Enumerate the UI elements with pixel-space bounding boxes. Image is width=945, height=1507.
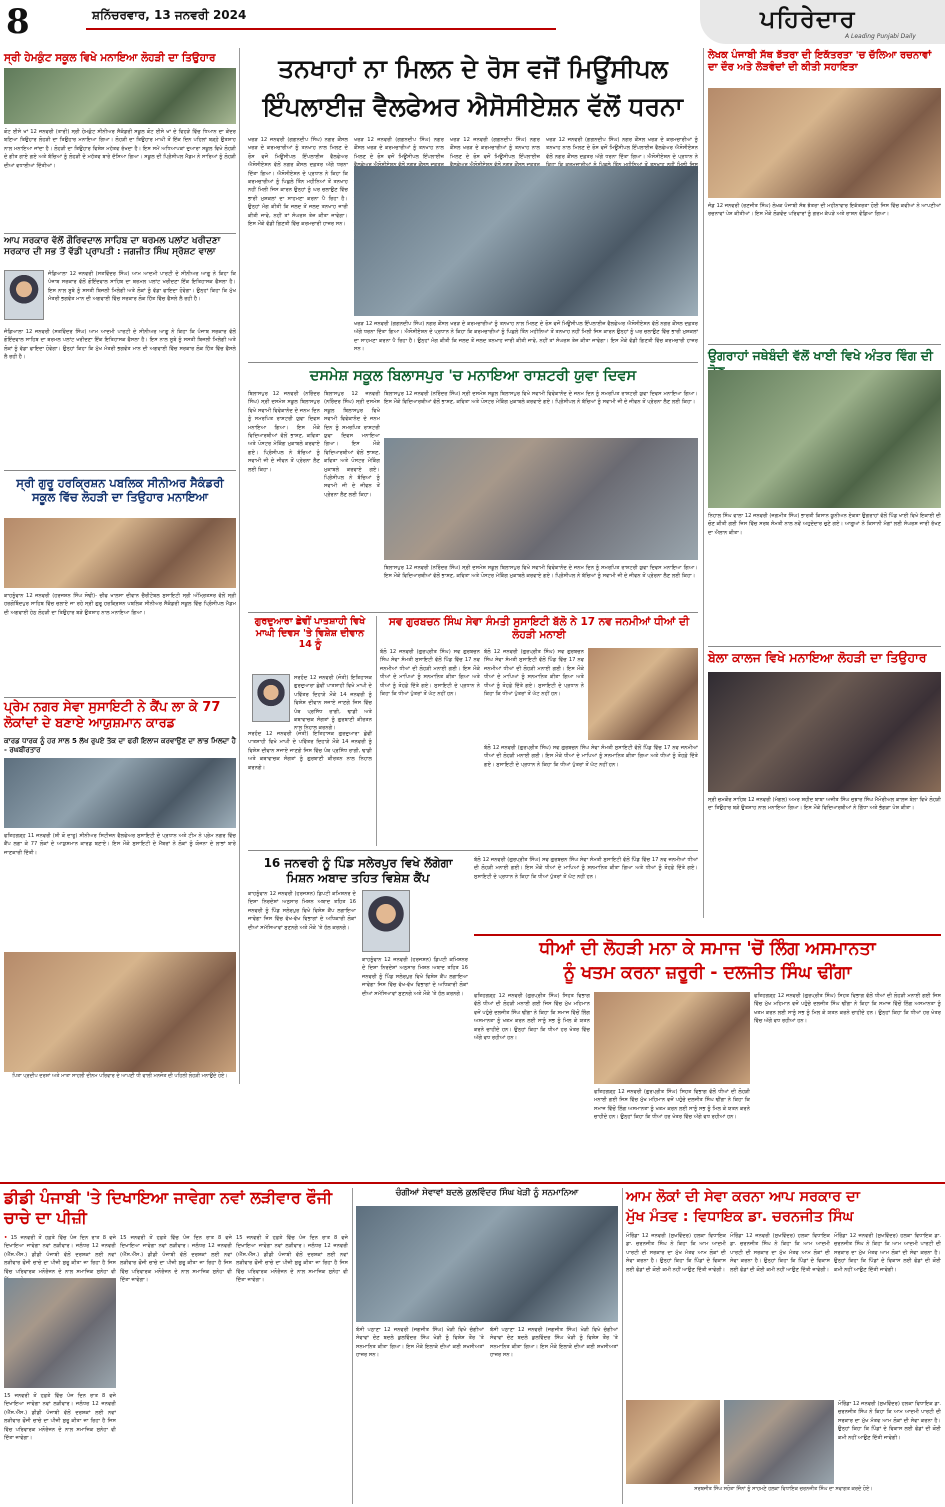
article-mla-col2: ਮੋਰਿੰਡਾ 12 ਜਨਵਰੀ (ਸੁਖਵਿੰਦਰ) ਹਲਕਾ ਵਿਧਾਇਕ ਡਾ. ਚਰਨਜੀਤ ਸਿੰਘ ਨੇ ਕਿਹਾ ਕਿ ਆਮ ਆਦਮੀ ਪਾਰਟੀ ਦੀ ਸਰਕਾਰ ਦਾ ਮੁੱਖ ਮੰਤਵ ਆਮ ਲੋਕਾਂ ਦੀ ਸੇਵਾ ਕਰਨਾ ਹੈ। ਉਨ੍ਹਾਂ ਕਿਹਾ ਕਿ ਪਿੰਡਾਂ ਦੇ ਵਿਕਾਸ ਲਈ ਫੰਡਾਂ ਦੀ ਕੋਈ ਕਮੀ ਨਹੀਂ ਆਉਣ ਦਿੱਤੀ ਜਾਵੇਗੀ। <box>730 1233 830 1273</box>
column-divider <box>703 48 704 918</box>
article-writers: ਜੰਡ 12 ਜਨਵਰੀ (ਰਣਜੀਤ ਸਿੰਘ) ਲੇਖਕ ਪੰਜਾਬੀ ਸੱਥ ਝੱਤਰਾ ਦੀ ਮਹੀਨਾਵਾਰ ਇਕੱਤਰਤਾ ਹੋਈ ਜਿਸ ਵਿੱਚ ਕਵੀਆਂ ਨੇ ਆਪਣੀਆਂ ਰਚਨਾਵਾਂ ਪੇਸ਼ ਕੀਤੀਆਂ। ਇਸ ਮੌਕੇ ਲੋੜਵੰਦ ਪਰਿਵਾਰਾਂ ਨੂੰ ਗਰਮ ਕੱਪੜੇ ਅਤੇ ਰਾਸ਼ਨ ਵੰਡਿਆ ਗਿਆ। <box>708 203 941 218</box>
article-dd-col3: 15 ਜਨਵਰੀ ਤੋਂ ਹਫ਼ਤੇ ਵਿੱਚ ਪੰਜ ਦਿਨ ਰਾਤ 8 ਵਜੇ ਦਿਖਾਇਆ ਜਾਵੇਗਾ ਨਵਾਂ ਲੜੀਵਾਰ। ਜਲੰਧਰ 12 ਜਨਵਰੀ (ਐੱਸ.ਐੱਸ.) ਡੀਡੀ ਪੰਜਾਬੀ ਵੱਲੋਂ ਦਰਸ਼ਕਾਂ ਲਈ ਨਵਾਂ ਲੜੀਵਾਰ ਫੌਜੀ ਚਾਚੇ ਦਾ ਪੀਜ਼ੀ ਸ਼ੁਰੂ ਕੀਤਾ ਜਾ ਰਿਹਾ ਹੈ ਜਿਸ ਵਿੱਚ ਪਰਿਵਾਰਕ ਮਨੋਰੰਜਨ ਦੇ ਨਾਲ ਸਮਾਜਿਕ ਸੁਨੇਹਾ ਵੀ ਦਿੱਤਾ ਜਾਵੇਗਾ। <box>236 1235 348 1284</box>
logo-tagline: A Leading Punjabi Daily <box>845 33 916 40</box>
photo-hemkunt <box>4 68 236 124</box>
newspaper-logo: ਪਹਿਰੇਦਾਰ <box>760 4 856 33</box>
article-mla-col4: ਮੋਰਿੰਡਾ 12 ਜਨਵਰੀ (ਸੁਖਵਿੰਦਰ) ਹਲਕਾ ਵਿਧਾਇਕ ਡਾ. ਚਰਨਜੀਤ ਸਿੰਘ ਨੇ ਕਿਹਾ ਕਿ ਆਮ ਆਦਮੀ ਪਾਰਟੀ ਦੀ ਸਰਕਾਰ ਦਾ ਮੁੱਖ ਮੰਤਵ ਆਮ ਲੋਕਾਂ ਦੀ ਸੇਵਾ ਕਰਨਾ ਹੈ। ਉਨ੍ਹਾਂ ਕਿਹਾ ਕਿ ਪਿੰਡਾਂ ਦੇ ਵਿਕਾਸ ਲਈ ਫੰਡਾਂ ਦੀ ਕੋਈ ਕਮੀ ਨਹੀਂ ਆਉਣ ਦਿੱਤੀ ਜਾਵੇਗੀ। <box>838 1401 941 1441</box>
portrait-camp-official <box>362 890 410 952</box>
article-honor-col2: ਬੱਸੀ ਪਠਾਣਾ 12 ਜਨਵਰੀ (ਜਗਜੀਤ ਸਿੰਘ) ਖੇੜੀ ਵਿਖੇ ਚੰਗੀਆਂ ਸੇਵਾਵਾਂ ਦੇਣ ਬਦਲੇ ਕੁਲਵਿੰਦਰ ਸਿੰਘ ਖੇੜੀ ਨੂੰ ਵਿਸ਼ੇਸ਼ ਤੌਰ 'ਤੇ ਸਨਮਾਨਿਤ ਕੀਤਾ ਗਿਆ। ਇਸ ਮੌਕੇ ਇਲਾਕੇ ਦੀਆਂ ਕਈ ਸ਼ਖਸੀਅਤਾਂ ਹਾਜ਼ਰ ਸਨ। <box>490 1327 618 1359</box>
column-divider <box>239 48 240 1084</box>
article-honor: ਬੱਸੀ ਪਠਾਣਾ 12 ਜਨਵਰੀ (ਜਗਜੀਤ ਸਿੰਘ) ਖੇੜੀ ਵਿਖੇ ਚੰਗੀਆਂ ਸੇਵਾਵਾਂ ਦੇਣ ਬਦਲੇ ਕੁਲਵਿੰਦਰ ਸਿੰਘ ਖੇੜੀ ਨੂੰ ਵਿਸ਼ੇਸ਼ ਤੌਰ 'ਤੇ ਸਨਮਾਨਿਤ ਕੀਤਾ ਗਿਆ। ਇਸ ਮੌਕੇ ਇਲਾਕੇ ਦੀਆਂ ਕਈ ਸ਼ਖਸੀਅਤਾਂ ਹਾਜ਼ਰ ਸਨ। <box>356 1327 484 1359</box>
headline-camp: 16 ਜਨਵਰੀ ਨੂੰ ਪਿੰਡ ਸਲੇਰਪੁਰ ਵਿਖੇ ਲੱਗੇਗਾ ਮਿਸ਼ਨ ਅਬਾਦ ਤਹਿਤ ਵਿਸ਼ੇਸ਼ ਕੈਂਪ <box>263 856 453 885</box>
photo-ayushman <box>4 758 236 828</box>
article-daughters-lohri-col3: ਬੱਲੋ 12 ਜਨਵਰੀ (ਗੁਰਪ੍ਰੀਤ ਸਿੰਘ) ਸਵ ਗੁਰਬਚਨ ਸਿੰਘ ਸੇਵਾ ਸੰਮਤੀ ਸੁਸਾਇਟੀ ਵੱਲੋਂ ਪਿੰਡ ਵਿੱਚ 17 ਨਵ ਜਨਮੀਆਂ ਧੀਆਂ ਦੀ ਲੋਹੜੀ ਮਨਾਈ ਗਈ। ਇਸ ਮੌਕੇ ਧੀਆਂ ਦੇ ਮਾਪਿਆਂ ਨੂੰ ਸਨਮਾਨਿਤ ਕੀਤਾ ਗਿਆ ਅਤੇ ਧੀਆਂ ਨੂੰ ਤੋਹਫ਼ੇ ਦਿੱਤੇ ਗਏ। ਸੁਸਾਇਟੀ ਦੇ ਪ੍ਰਧਾਨ ਨੇ ਕਿਹਾ ਕਿ ਧੀਆਂ ਪੁੱਤਰਾਂ ਤੋਂ ਘੱਟ ਨਹੀਂ ਹਨ। <box>484 745 698 768</box>
headline-bela-college: ਬੇਲਾ ਕਾਲਜ ਵਿਖੇ ਮਨਾਇਆ ਲੋਹੜੀ ਦਾ ਤਿਉਹਾਰ <box>708 650 927 665</box>
headline-gender-1: ਧੀਆਂ ਦੀ ਲੋਹੜੀ ਮਨਾ ਕੇ ਸਮਾਜ 'ਚੋਂ ਲਿੰਗ ਅਸਮਾਨਤਾ <box>539 939 876 959</box>
divider <box>248 612 698 613</box>
article-dharna-bottom: ਖਰੜ 12 ਜਨਵਰੀ (ਗਗਨਦੀਪ ਸਿੰਘ) ਨਗਰ ਕੌਂਸਲ ਖਰੜ ਦੇ ਕਰਮਚਾਰੀਆਂ ਨੂੰ ਤਨਖਾਹ ਨਾਲ ਮਿਲਣ ਦੇ ਰੋਸ ਵਜੋਂ ਮਿਊਂਸੀਪਲ ਇੰਪਲਾਈਜ਼ ਵੈਲਫੇਅਰ ਐਸੋਸੀਏਸ਼ਨ ਵੱਲੋਂ ਨਗਰ ਕੌਂਸਲ ਦਫ਼ਤਰ ਅੱਗੇ ਧਰਨਾ ਦਿੱਤਾ ਗਿਆ। ਐਸੋਸੀਏਸ਼ਨ ਦੇ ਪ੍ਰਧਾਨ ਨੇ ਕਿਹਾ ਕਿ ਕਰਮਚਾਰੀਆਂ ਨੂੰ ਪਿਛਲੇ ਤਿੰਨ ਮਹੀਨਿਆਂ ਤੋਂ ਤਨਖਾਹ ਨਹੀਂ ਮਿਲੀ ਜਿਸ ਕਾਰਨ ਉਨ੍ਹਾਂ ਨੂੰ ਘਰ ਚਲਾਉਣ ਵਿੱਚ ਭਾਰੀ ਮੁਸ਼ਕਲਾਂ ਦਾ ਸਾਹਮਣਾ ਕਰਨਾ ਪੈ ਰਿਹਾ ਹੈ। ਉਨ੍ਹਾਂ ਮੰਗ ਕੀਤੀ ਕਿ ਜਲਦ ਤੋਂ ਜਲਦ ਤਨਖਾਹ ਜਾਰੀ ਕੀਤੀ ਜਾਵੇ, ਨਹੀਂ ਤਾਂ ਸੰਘਰਸ਼ ਤੇਜ਼ ਕੀਤਾ ਜਾਵੇਗਾ। ਇਸ ਮੌਕੇ ਵੱਡੀ ਗਿਣਤੀ ਵਿੱਚ ਕਰਮਚਾਰੀ ਹਾਜ਼ਰ ਸਨ। <box>354 321 698 353</box>
portrait-diwan <box>252 674 290 722</box>
headline-writers: ਲੇਖਕ ਪੰਜਾਬੀ ਸੱਥ ਝੱਤਰਾ ਦੀ ਇਕੱਤਰਤਾ 'ਚ ਚੱਲਿਆ ਰਚਨਾਵਾਂ ਦਾ ਦੌਰ ਅਤੇ ਲੋੜਵੰਦਾਂ ਦੀ ਕੀਤੀ ਸਹਾਇਤਾ <box>708 50 932 74</box>
article-ugrahan: ਨਿਹਾਲ ਸਿੰਘ ਵਾਲਾ 12 ਜਨਵਰੀ (ਜਗਮੀਤ ਸਿੰਘ) ਭਾਰਤੀ ਕਿਸਾਨ ਯੂਨੀਅਨ ਏਕਤਾ ਉਗਰਾਹਾਂ ਵੱਲੋਂ ਪਿੰਡ ਖਾਈ ਵਿਖੇ ਇਕਾਈ ਦੀ ਚੋਣ ਕੀਤੀ ਗਈ ਜਿਸ ਵਿੱਚ ਸਰਬ ਸੰਮਤੀ ਨਾਲ ਨਵੇਂ ਅਹੁਦੇਦਾਰ ਚੁਣੇ ਗਏ। ਆਗੂਆਂ ਨੇ ਕਿਸਾਨੀ ਮੰਗਾਂ ਲਈ ਸੰਘਰਸ਼ ਜਾਰੀ ਰੱਖਣ ਦਾ ਐਲਾਨ ਕੀਤਾ। <box>708 513 941 536</box>
headline-ayushman: ਪ੍ਰੇਮ ਨਗਰ ਸੇਵਾ ਸੁਸਾਇਟੀ ਨੇ ਕੈਂਪ ਲਾ ਕੇ 77 ਲੋਕਾਂਦਾਂ ਦੇ ਬਣਾਏ ਆਯੁਸ਼ਮਾਨ ਕਾਰਡ <box>4 700 221 731</box>
divider-red <box>0 1182 945 1184</box>
article-camp-col2: ਕਾਹਨੂੰਵਾਨ 12 ਜਨਵਰੀ (ਹਰਜਸ਼ਨ) ਡਿਪਟੀ ਕਮਿਸ਼ਨਰ ਦੇ ਦਿਸ਼ਾ ਨਿਰਦੇਸ਼ਾਂ ਅਨੁਸਾਰ ਮਿਸ਼ਨ ਅਬਾਦ ਤਹਿਤ 16 ਜਨਵਰੀ ਨੂੰ ਪਿੰਡ ਸਲੇਰਪੁਰ ਵਿਖੇ ਵਿਸ਼ੇਸ਼ ਕੈਂਪ ਲਗਾਇਆ ਜਾਵੇਗਾ ਜਿਸ ਵਿੱਚ ਵੱਖ-ਵੱਖ ਵਿਭਾਗਾਂ ਦੇ ਅਧਿਕਾਰੀ ਲੋਕਾਂ ਦੀਆਂ ਸਮੱਸਿਆਵਾਂ ਸੁਣਨਗੇ ਅਤੇ ਮੌਕੇ 'ਤੇ ਹੱਲ ਕਰਨਗੇ। <box>362 957 468 997</box>
article-youth-day-bottom: ਬਿਲਾਸਪੁਰ 12 ਜਨਵਰੀ (ਨਰਿੰਦਰ ਸਿੰਘ) ਸ੍ਰੀ ਦਸਮੇਸ਼ ਸਕੂਲ ਬਿਲਾਸਪੁਰ ਵਿਖੇ ਸਵਾਮੀ ਵਿਵੇਕਾਨੰਦ ਦੇ ਜਨਮ ਦਿਨ ਨੂੰ ਸਮਰਪਿਤ ਰਾਸ਼ਟਰੀ ਯੁਵਾ ਦਿਵਸ ਮਨਾਇਆ ਗਿਆ। ਇਸ ਮੌਕੇ ਵਿਦਿਆਰਥੀਆਂ ਵੱਲੋਂ ਭਾਸ਼ਣ, ਕਵਿਤਾ ਅਤੇ ਪੋਸਟਰ ਮੇਕਿੰਗ ਮੁਕਾਬਲੇ ਕਰਵਾਏ ਗਏ। ਪ੍ਰਿੰਸੀਪਲ ਨੇ ਬੱਚਿਆਂ ਨੂੰ ਸਵਾਮੀ ਜੀ ਦੇ ਜੀਵਨ ਤੋਂ ਪ੍ਰੇਰਨਾ ਲੈਣ ਲਈ ਕਿਹਾ। <box>384 565 698 580</box>
photo-mla-1 <box>626 1400 720 1484</box>
headline-honor: ਚੰਗੀਆਂ ਸੇਵਾਵਾਂ ਬਦਲੇ ਕੁਲਵਿੰਦਰ ਸਿੰਘ ਖੇੜੀ ਨੂੰ ਸਨਮਾਨਿਆ <box>395 1188 579 1198</box>
caption-mla: ਸਰਬਜੀਤ ਸਿੰਘ ਸਹੋਤਾ ਜਿੰਨਾਂ ਨੂੰ ਸਾਹਮਣੇ ਹਲਕਾ ਵਿਧਾਇਕ ਚਰਨਜੀਤ ਸਿੰਘ ਦਾ ਸਵਾਗਤ ਕਰਦੇ ਹੋਏ। <box>694 1486 873 1492</box>
headline-hemkunt: ਸ੍ਰੀ ਹੇਮਕੁੰਟ ਸਕੂਲ ਵਿਖੇ ਮਨਾਇਆ ਲੋਹੜੀ ਦਾ ਤਿਉਹਾਰ <box>4 52 216 64</box>
article-youth-day-col2: ਬਿਲਾਸਪੁਰ 12 ਜਨਵਰੀ (ਨਰਿੰਦਰ ਸਿੰਘ) ਸ੍ਰੀ ਦਸਮੇਸ਼ ਸਕੂਲ ਬਿਲਾਸਪੁਰ ਵਿਖੇ ਸਵਾਮੀ ਵਿਵੇਕਾਨੰਦ ਦੇ ਜਨਮ ਦਿਨ ਨੂੰ ਸਮਰਪਿਤ ਰਾਸ਼ਟਰੀ ਯੁਵਾ ਦਿਵਸ ਮਨਾਇਆ ਗਿਆ। ਇਸ ਮੌਕੇ ਵਿਦਿਆਰਥੀਆਂ ਵੱਲੋਂ ਭਾਸ਼ਣ, ਕਵਿਤਾ ਅਤੇ ਪੋਸਟਰ ਮੇਕਿੰਗ ਮੁਕਾਬਲੇ ਕਰਵਾਏ ਗਏ। ਪ੍ਰਿੰਸੀਪਲ ਨੇ ਬੱਚਿਆਂ ਨੂੰ ਸਵਾਮੀ ਜੀ ਦੇ ਜੀਵਨ ਤੋਂ ਪ੍ਰੇਰਨਾ ਲੈਣ ਲਈ ਕਿਹਾ। <box>324 391 380 498</box>
photo-gender <box>594 992 750 1084</box>
article-dharna-col3: ਖਰੜ 12 ਜਨਵਰੀ (ਗਗਨਦੀਪ ਸਿੰਘ) ਨਗਰ ਕੌਂਸਲ ਖਰੜ ਦੇ ਕਰਮਚਾਰੀਆਂ ਨੂੰ ਤਨਖਾਹ ਨਾਲ ਮਿਲਣ ਦੇ ਰੋਸ ਵਜੋਂ ਮਿਊਂਸੀਪਲ ਇੰਪਲਾਈਜ਼ <box>450 137 540 160</box>
subheadline-ayushman: ਕਾਰਡ ਧਾਰਕ ਨੂੰ ਹਰ ਸਾਲ 5 ਲੱਖ ਰੁਪਏ ਤੱਕ ਦਾ ਫਰੀ ਇਲਾਜ ਕਰਵਾਉਣ ਦਾ ਲਾਭ ਮਿਲਦਾ ਹੈ - ਰਘਬੀਰਤਾਰ <box>4 737 236 754</box>
caption-first-lohri: ਪਿਤਾ ਪ੍ਰਦੀਪ ਦਰਸ਼ਾਂ ਅਤੇ ਮਾਤਾ ਸਾਹਲੀ ਦੀਨਮ ਪਰਿਵਾਰ ਦੇ ਆਪਣੀ ਧੀ ਵਾਲੀ ਮਨਜੋਤ ਦੀ ਪਹਿਲੀ ਲੋਹੜੀ ਮਨਾਉਂਦੇ ਹੋਏ। <box>12 1073 228 1079</box>
article-daughters-lohri: ਬੱਲੋ 12 ਜਨਵਰੀ (ਗੁਰਪ੍ਰੀਤ ਸਿੰਘ) ਸਵ ਗੁਰਬਚਨ ਸਿੰਘ ਸੇਵਾ ਸੰਮਤੀ ਸੁਸਾਇਟੀ ਵੱਲੋਂ ਪਿੰਡ ਵਿੱਚ 17 ਨਵ ਜਨਮੀਆਂ ਧੀਆਂ ਦੀ ਲੋਹੜੀ ਮਨਾਈ ਗਈ। ਇਸ ਮੌਕੇ ਧੀਆਂ ਦੇ ਮਾਪਿਆਂ ਨੂੰ ਸਨਮਾਨਿਤ ਕੀਤਾ ਗਿਆ ਅਤੇ ਧੀਆਂ ਨੂੰ ਤੋਹਫ਼ੇ ਦਿੱਤੇ ਗਏ। ਸੁਸਾਇਟੀ ਦੇ ਪ੍ਰਧਾਨ ਨੇ ਕਿਹਾ ਕਿ ਧੀਆਂ ਪੁੱਤਰਾਂ ਤੋਂ ਘੱਟ ਨਹੀਂ ਹਨ। <box>380 649 480 698</box>
column-divider <box>376 616 377 846</box>
column-divider <box>622 1188 623 1504</box>
article-diwan-continued: ਸਰਹੰਦ 12 ਜਨਵਰੀ (ਜੋਤੀ) ਇਤਿਹਾਸਕ ਗੁਰਦੁਆਰਾ ਛੇਵੀਂ ਪਾਤਸ਼ਾਹੀ ਵਿਖੇ ਮਾਘੀ ਦੇ ਪਵਿੱਤਰ ਦਿਹਾੜੇ ਮੌਕੇ 14 ਜਨਵਰੀ ਨੂੰ ਵਿਸ਼ੇਸ਼ ਦੀਵਾਨ ਸਜਾਏ ਜਾਣਗੇ ਜਿਸ ਵਿੱਚ ਪੰਥ ਪ੍ਰਸਿੱਧ ਰਾਗੀ, ਢਾਡੀ ਅਤੇ ਕਥਾਵਾਚਕ ਸੰਗਤਾਂ ਨੂੰ ਗੁਰਬਾਣੀ ਕੀਰਤਨ ਨਾਲ ਨਿਹਾਲ ਕਰਨਗੇ। <box>248 731 372 771</box>
headline-youth-day: ਦਸਮੇਸ਼ ਸਕੂਲ ਬਿਲਾਸਪੁਰ 'ਚ ਮਨਾਇਆ ਰਾਸ਼ਟਰੀ ਯੁਵਾ ਦਿਵਸ <box>309 368 637 384</box>
article-dharna-col2: ਖਰੜ 12 ਜਨਵਰੀ (ਗਗਨਦੀਪ ਸਿੰਘ) ਨਗਰ ਕੌਂਸਲ ਖਰੜ ਦੇ ਕਰਮਚਾਰੀਆਂ ਨੂੰ ਤਨਖਾਹ ਨਾਲ ਮਿਲਣ ਦੇ ਰੋਸ ਵਜੋਂ ਮਿਊਂਸੀਪਲ ਇੰਪਲਾਈਜ਼ <box>354 137 444 160</box>
article-mla-col3: ਮੋਰਿੰਡਾ 12 ਜਨਵਰੀ (ਸੁਖਵਿੰਦਰ) ਹਲਕਾ ਵਿਧਾਇਕ ਡਾ. ਚਰਨਜੀਤ ਸਿੰਘ ਨੇ ਕਿਹਾ ਕਿ ਆਮ ਆਦਮੀ ਪਾਰਟੀ ਦੀ ਸਰਕਾਰ ਦਾ ਮੁੱਖ ਮੰਤਵ ਆਮ ਲੋਕਾਂ ਦੀ ਸੇਵਾ ਕਰਨਾ ਹੈ। ਉਨ੍ਹਾਂ ਕਿਹਾ ਕਿ ਪਿੰਡਾਂ ਦੇ ਵਿਕਾਸ ਲਈ ਫੰਡਾਂ ਦੀ ਕੋਈ ਕਮੀ ਨਹੀਂ ਆਉਣ ਦਿੱਤੀ ਜਾਵੇਗੀ। <box>834 1233 941 1273</box>
divider <box>4 470 236 471</box>
photo-first-lohri <box>4 952 236 1072</box>
article-youth-day-col3: ਬਿਲਾਸਪੁਰ 12 ਜਨਵਰੀ (ਨਰਿੰਦਰ ਸਿੰਘ) ਸ੍ਰੀ ਦਸਮੇਸ਼ ਸਕੂਲ ਬਿਲਾਸਪੁਰ ਵਿਖੇ ਸਵਾਮੀ ਵਿਵੇਕਾਨੰਦ ਦੇ ਜਨਮ ਦਿਨ ਨੂੰ ਸਮਰਪਿਤ ਰਾਸ਼ਟਰੀ ਯੁਵਾ ਦਿਵਸ ਮਨਾਇਆ ਗਿਆ। ਇਸ ਮੌਕੇ ਵਿਦਿਆਰਥੀਆਂ ਵੱਲੋਂ ਭਾਸ਼ਣ, ਕਵਿਤਾ ਅਤੇ ਪੋਸਟਰ ਮੇਕਿੰਗ ਮੁਕਾਬਲੇ ਕਰਵਾਏ ਗਏ। ਪ੍ਰਿੰਸੀਪਲ ਨੇ ਬੱਚਿਆਂ ਨੂੰ ਸਵਾਮੀ ਜੀ ਦੇ ਜੀਵਨ ਤੋਂ ਪ੍ਰੇਰਨਾ ਲੈਣ ਲਈ ਕਿਹਾ। <box>384 391 698 406</box>
article-gender-col2: ਫਤਿਹਗੜ੍ਹ 12 ਜਨਵਰੀ (ਗੁਰਪ੍ਰੀਤ ਸਿੰਘ) ਸਿਹਤ ਵਿਭਾਗ ਵੱਲੋਂ ਧੀਆਂ ਦੀ ਲੋਹੜੀ ਮਨਾਈ ਗਈ ਜਿਸ ਵਿੱਚ ਮੁੱਖ ਮਹਿਮਾਨ ਵਜੋਂ ਪਹੁੰਚੇ ਦਲਜੀਤ ਸਿੰਘ ਢੀਂਗਾ ਨੇ ਕਿਹਾ ਕਿ ਸਮਾਜ ਵਿੱਚੋਂ ਲਿੰਗ ਅਸਮਾਨਤਾ ਨੂੰ ਖਤਮ ਕਰਨ ਲਈ ਸਾਨੂੰ ਸਭ ਨੂੰ ਮਿਲ ਕੇ ਯਤਨ ਕਰਨੇ ਚਾਹੀਦੇ ਹਨ। ਉਨ੍ਹਾਂ ਕਿਹਾ ਕਿ ਧੀਆਂ ਹਰ ਖੇਤਰ ਵਿੱਚ ਅੱਗੇ ਵਧ ਰਹੀਆਂ ਹਨ। <box>594 1089 750 1121</box>
article-gender: ਫਤਿਹਗੜ੍ਹ 12 ਜਨਵਰੀ (ਗੁਰਪ੍ਰੀਤ ਸਿੰਘ) ਸਿਹਤ ਵਿਭਾਗ ਵੱਲੋਂ ਧੀਆਂ ਦੀ ਲੋਹੜੀ ਮਨਾਈ ਗਈ ਜਿਸ ਵਿੱਚ ਮੁੱਖ ਮਹਿਮਾਨ ਵਜੋਂ ਪਹੁੰਚੇ ਦਲਜੀਤ ਸਿੰਘ ਢੀਂਗਾ ਨੇ ਕਿਹਾ ਕਿ ਸਮਾਜ ਵਿੱਚੋਂ ਲਿੰਗ ਅਸਮਾਨਤਾ ਨੂੰ ਖਤਮ ਕਰਨ ਲਈ ਸਾਨੂੰ ਸਭ ਨੂੰ ਮਿਲ ਕੇ ਯਤਨ ਕਰਨੇ ਚਾਹੀਦੇ ਹਨ। ਉਨ੍ਹਾਂ ਕਿਹਾ ਕਿ ਧੀਆਂ ਹਰ ਖੇਤਰ ਵਿੱਚ ਅੱਗੇ ਵਧ ਰਹੀਆਂ ਹਨ। <box>474 993 590 1042</box>
photo-bela-college <box>708 672 941 792</box>
article-ayushman: ਫਤਿਹਗੜ੍ਹ 11 ਜਨਵਰੀ (ਸ਼ੀ ਕੋ ਦਾਤੂ) ਸੀਨੀਅਰ ਸਿਟੀਜ਼ਨ ਵੈਲਫੇਅਰ ਸੁਸਾਇਟੀ ਦੇ ਪ੍ਰਧਾਨ ਅਤੇ ਟੀਮ ਨੇ ਪ੍ਰੇਮ ਨਗਰ ਵਿੱਚ ਕੈਂਪ ਲਗਾ ਕੇ 77 ਲੋਕਾਂ ਦੇ ਆਯੁਸ਼ਮਾਨ ਕਾਰਡ ਬਣਾਏ। ਇਸ ਮੌਕੇ ਸੁਸਾਇਟੀ ਦੇ ਮੈਂਬਰਾਂ ਨੇ ਲੋਕਾਂ ਨੂੰ ਯੋਜਨਾ ਦੇ ਲਾਭਾਂ ਬਾਰੇ ਜਾਣਕਾਰੀ ਦਿੱਤੀ। <box>4 833 236 856</box>
divider <box>708 344 941 345</box>
article-dd-col1: 15 ਜਨਵਰੀ ਤੋਂ ਹਫ਼ਤੇ ਵਿੱਚ ਪੰਜ ਦਿਨ ਰਾਤ 8 ਵਜੇ ਦਿਖਾਇਆ ਜਾਵੇਗਾ ਨਵਾਂ ਲੜੀਵਾਰ। ਜਲੰਧਰ 12 ਜਨਵਰੀ (ਐੱਸ.ਐੱਸ.) ਡੀਡੀ ਪੰਜਾਬੀ ਵੱਲੋਂ ਦਰਸ਼ਕਾਂ ਲਈ ਨਵਾਂ ਲੜੀਵਾਰ ਫੌਜੀ ਚਾਚੇ ਦਾ ਪੀਜ਼ੀ ਸ਼ੁਰੂ ਕੀਤਾ ਜਾ ਰਿਹਾ ਹੈ ਜਿਸ ਵਿੱਚ ਪਰਿਵਾਰਕ ਮਨੋਰੰਜਨ ਦੇ ਨਾਲ ਸਮਾਜਿਕ ਸੁਨੇਹਾ ਵੀ ਦਿੱਤਾ ਜਾਵੇਗਾ। <box>4 1393 116 1442</box>
photo-mla-2 <box>724 1400 834 1484</box>
headline-gender-2: ਨੂੰ ਖਤਮ ਕਰਨਾ ਜ਼ਰੂਰੀ - ਦਲਜੀਤ ਸਿੰਘ ਢੀਂਗਾ <box>563 963 852 983</box>
photo-ugrahan <box>708 370 941 508</box>
article-dharna-col1: ਖਰੜ 12 ਜਨਵਰੀ (ਗਗਨਦੀਪ ਸਿੰਘ) ਨਗਰ ਕੌਂਸਲ ਖਰੜ ਦੇ ਕਰਮਚਾਰੀਆਂ ਨੂੰ ਤਨਖਾਹ ਨਾਲ ਮਿਲਣ ਦੇ ਰੋਸ ਵਜੋਂ ਮਿਊਂਸੀਪਲ ਇੰਪਲਾਈਜ਼ ਵੈਲਫੇਅਰ ਐਸੋਸੀਏਸ਼ਨ ਵੱਲੋਂ ਨਗਰ ਕੌਂਸਲ ਦਫ਼ਤਰ ਅੱਗੇ ਧਰਨਾ ਦਿੱਤਾ ਗਿਆ। ਐਸੋਸੀਏਸ਼ਨ ਦੇ ਪ੍ਰਧਾਨ ਨੇ ਕਿਹਾ ਕਿ ਕਰਮਚਾਰੀਆਂ ਨੂੰ ਪਿਛਲੇ ਤਿੰਨ ਮਹੀਨਿਆਂ ਤੋਂ ਤਨਖਾਹ ਨਹੀਂ ਮਿਲੀ ਜਿਸ ਕਾਰਨ ਉਨ੍ਹਾਂ ਨੂੰ ਘਰ ਚਲਾਉਣ ਵਿੱਚ ਭਾਰੀ ਮੁਸ਼ਕਲਾਂ ਦਾ ਸਾਹਮਣਾ ਕਰਨਾ ਪੈ ਰਿਹਾ ਹੈ। ਉਨ੍ਹਾਂ ਮੰਗ ਕੀਤੀ ਕਿ ਜਲਦ ਤੋਂ ਜਲਦ ਤਨਖਾਹ ਜਾਰੀ ਕੀਤੀ ਜਾਵੇ, ਨਹੀਂ ਤਾਂ ਸੰਘਰਸ਼ ਤੇਜ਼ ਕੀਤਾ ਜਾਵੇਗਾ। ਇਸ ਮੌਕੇ ਵੱਡੀ ਗਿਣਤੀ ਵਿੱਚ ਕਰਮਚਾਰੀ ਹਾਜ਼ਰ ਸਨ। <box>248 137 348 228</box>
article-dd-intro-text: 15 ਜਨਵਰੀ ਤੋਂ ਹਫ਼ਤੇ ਵਿੱਚ ਪੰਜ ਦਿਨ ਰਾਤ 8 ਵਜੇ ਦਿਖਾਇਆ ਜਾਵੇਗਾ ਨਵਾਂ ਲੜੀਵਾਰ। ਜਲੰਧਰ 12 ਜਨਵਰੀ (ਐੱਸ.ਐੱਸ.) ਡੀਡੀ ਪੰਜਾਬੀ ਵੱਲੋਂ ਦਰਸ਼ਕਾਂ ਲਈ ਨਵਾਂ ਲੜੀਵਾਰ ਫੌਜੀ ਚਾਚੇ ਦਾ ਪੀਜ਼ੀ ਸ਼ੁਰੂ ਕੀਤਾ ਜਾ ਰਿਹਾ ਹੈ ਜਿਸ ਵਿੱਚ ਪਰਿਵਾਰਕ ਮਨੋਰੰਜਨ ਦੇ ਨਾਲ ਸਮਾਜਿਕ ਸੁਨੇਹਾ ਵੀ <box>4 1235 116 1275</box>
article-daughters-lohri-col2: ਬੱਲੋ 12 ਜਨਵਰੀ (ਗੁਰਪ੍ਰੀਤ ਸਿੰਘ) ਸਵ ਗੁਰਬਚਨ ਸਿੰਘ ਸੇਵਾ ਸੰਮਤੀ ਸੁਸਾਇਟੀ ਵੱਲੋਂ ਪਿੰਡ ਵਿੱਚ 17 ਨਵ ਜਨਮੀਆਂ ਧੀਆਂ ਦੀ ਲੋਹੜੀ ਮਨਾਈ ਗਈ। ਇਸ ਮੌਕੇ ਧੀਆਂ ਦੇ ਮਾਪਿਆਂ ਨੂੰ ਸਨਮਾਨਿਤ ਕੀਤਾ ਗਿਆ ਅਤੇ ਧੀਆਂ ਨੂੰ ਤੋਹਫ਼ੇ ਦਿੱਤੇ ਗਏ। ਸੁਸਾਇਟੀ ਦੇ ਪ੍ਰਧਾਨ ਨੇ ਕਿਹਾ ਕਿ ਧੀਆਂ ਪੁੱਤਰਾਂ ਤੋਂ ਘੱਟ ਨਹੀਂ ਹਨ। <box>484 649 584 698</box>
photo-harkrishan <box>4 518 236 588</box>
headline-daughters-lohri: ਸਵ ਗੁਰਬਚਨ ਸਿੰਘ ਸੇਵਾ ਸੰਮਤੀ ਸੁਸਾਇਟੀ ਬੱਲੋ ਨੇ 17 ਨਵ ਜਨਮੀਆਂ ਧੀਆਂ ਦੀ ਲੋਹੜੀ ਮਨਾਈ <box>388 616 690 641</box>
headline-ugrahan: ਉਗਰਾਹਾਂ ਜਥੇਬੰਦੀ ਵੱਲੋਂ ਖਾਈ ਵਿਖੇ ਅੰਤਰ ਵਿੰਗ ਦੀ <box>708 348 933 363</box>
divider-red <box>474 934 941 936</box>
article-diwan: ਸਰਹੰਦ 12 ਜਨਵਰੀ (ਜੋਤੀ) ਇਤਿਹਾਸਕ ਗੁਰਦੁਆਰਾ ਛੇਵੀਂ ਪਾਤਸ਼ਾਹੀ ਵਿਖੇ ਮਾਘੀ ਦੇ ਪਵਿੱਤਰ ਦਿਹਾੜੇ ਮੌਕੇ 14 ਜਨਵਰੀ ਨੂੰ ਵਿਸ਼ੇਸ਼ ਦੀਵਾਨ ਸਜਾਏ ਜਾਣਗੇ ਜਿਸ ਵਿੱਚ ਪੰਥ ਪ੍ਰਸਿੱਧ ਰਾਗੀ, ਢਾਡੀ ਅਤੇ ਕਥਾਵਾਚਕ ਸੰਗਤਾਂ ਨੂੰ ਗੁਰਬਾਣੀ ਕੀਰਤਨ ਨਾਲ ਨਿਹਾਲ ਕਰਨਗੇ। <box>294 675 372 732</box>
column-divider <box>352 1188 353 1504</box>
divider <box>4 233 236 234</box>
article-harkrishan: ਕਾਹਨੂੰਵਾਨ 12 ਜਨਵਰੀ (ਹਰਜਸ਼ਨ ਸਿੰਘ ਸੋਢੀ)- ਚੀਫ ਖਾਲਸਾ ਦੀਵਾਨ ਚੈਰੀਟੇਬਲ ਸੁਸਾਇਟੀ ਸ੍ਰੀ ਅੰਮ੍ਰਿਤਸਰ ਵੱਲੋਂ ਸ੍ਰੀ ਹਰਗੋਬਿੰਦਪੁਰ ਸਾਹਿਬ ਵਿੱਚ ਚਲਾਏ ਜਾ ਰਹੇ ਸ੍ਰੀ ਗੁਰੂ ਹਰਕ੍ਰਿਸ਼ਨ ਪਬਲਿਕ ਸੀਨੀਅਰ ਸੈਕੰਡਰੀ ਸਕੂਲ ਵਿੱਚ ਪ੍ਰਿੰਸੀਪਲ ਮੈਡਮ ਦੀ ਅਗਵਾਈ ਹੇਠ ਲੋਹੜੀ ਦਾ ਤਿਉਹਾਰ ਬੜੇ ਉਤਸ਼ਾਹ ਨਾਲ ਮਨਾਇਆ ਗਿਆ। <box>4 593 236 616</box>
article-mla: ਮੋਰਿੰਡਾ 12 ਜਨਵਰੀ (ਸੁਖਵਿੰਦਰ) ਹਲਕਾ ਵਿਧਾਇਕ ਡਾ. ਚਰਨਜੀਤ ਸਿੰਘ ਨੇ ਕਿਹਾ ਕਿ ਆਮ ਆਦਮੀ ਪਾਰਟੀ ਦੀ ਸਰਕਾਰ ਦਾ ਮੁੱਖ ਮੰਤਵ ਆਮ ਲੋਕਾਂ ਦੀ ਸੇਵਾ ਕਰਨਾ ਹੈ। ਉਨ੍ਹਾਂ ਕਿਹਾ ਕਿ ਪਿੰਡਾਂ ਦੇ ਵਿਕਾਸ ਲਈ ਫੰਡਾਂ ਦੀ ਕੋਈ ਕਮੀ ਨਹੀਂ ਆਉਣ ਦਿੱਤੀ ਜਾਵੇਗੀ। <box>626 1233 726 1273</box>
article-dd-intro: • 15 ਜਨਵਰੀ ਤੋਂ ਹਫ਼ਤੇ ਵਿੱਚ ਪੰਜ ਦਿਨ ਰਾਤ 8 ਵਜੇ ਦਿਖਾਇਆ ਜਾਵੇਗਾ ਨਵਾਂ ਲੜੀਵਾਰ। ਜਲੰਧਰ 12 ਜਨਵਰੀ (ਐੱਸ.ਐੱਸ.) ਡੀਡੀ ਪੰਜਾਬੀ ਵੱਲੋਂ ਦਰਸ਼ਕਾਂ ਲਈ ਨਵਾਂ ਲੜੀਵਾਰ ਫੌਜੀ ਚਾਚੇ ਦਾ ਪੀਜ਼ੀ ਸ਼ੁਰੂ ਕੀਤਾ ਜਾ ਰਿਹਾ ਹੈ ਜਿਸ ਵਿੱਚ ਪਰਿਵਾਰਕ ਮਨੋਰੰਜਨ ਦੇ ਨਾਲ ਸਮਾਜਿਕ ਸੁਨੇਹਾ ਵੀ <box>4 1234 116 1274</box>
headline-diwan: ਗੁਰਦੁਆਰਾ ਛੇਵੀਂ ਪਾਤਸ਼ਾਹੀ ਵਿਖੇ ਮਾਘੀ ਦਿਵਸ 'ਤੇ ਵਿਸ਼ੇਸ਼ ਦੀਵਾਨ 14 ਨੂੰ <box>254 616 366 651</box>
article-dd-col2: 15 ਜਨਵਰੀ ਤੋਂ ਹਫ਼ਤੇ ਵਿੱਚ ਪੰਜ ਦਿਨ ਰਾਤ 8 ਵਜੇ ਦਿਖਾਇਆ ਜਾਵੇਗਾ ਨਵਾਂ ਲੜੀਵਾਰ। ਜਲੰਧਰ 12 ਜਨਵਰੀ (ਐੱਸ.ਐੱਸ.) ਡੀਡੀ ਪੰਜਾਬੀ ਵੱਲੋਂ ਦਰਸ਼ਕਾਂ ਲਈ ਨਵਾਂ ਲੜੀਵਾਰ ਫੌਜੀ ਚਾਚੇ ਦਾ ਪੀਜ਼ੀ ਸ਼ੁਰੂ ਕੀਤਾ ਜਾ ਰਿਹਾ ਹੈ ਜਿਸ ਵਿੱਚ ਪਰਿਵਾਰਕ ਮਨੋਰੰਜਨ ਦੇ ਨਾਲ ਸਮਾਜਿਕ ਸੁਨੇਹਾ ਵੀ ਦਿੱਤਾ ਜਾਵੇਗਾ। <box>120 1235 232 1284</box>
page-number: 8 <box>6 2 30 42</box>
divider <box>4 697 236 698</box>
headline-main-2: ਇੰਪਲਾਈਜ਼ ਵੈਲਫੇਅਰ ਐਸੋਸੀਏਸ਼ਨ ਵੱਲੋਂ ਧਰਨਾ <box>263 92 683 121</box>
article-thermal: ਜੰਡਿਆਲਾ 12 ਜਨਵਰੀ (ਸਤਵਿੰਦਰ ਸਿੰਘ) ਆਮ ਆਦਮੀ ਪਾਰਟੀ ਦੇ ਸੀਨੀਅਰ ਆਗੂ ਨੇ ਕਿਹਾ ਕਿ ਪੰਜਾਬ ਸਰਕਾਰ ਵੱਲੋਂ ਗੋਇੰਦਵਾਲ ਸਾਹਿਬ ਦਾ ਥਰਮਲ ਪਲਾਂਟ ਖਰੀਦਣਾ ਇੱਕ ਇਤਿਹਾਸਕ ਫੈਸਲਾ ਹੈ। ਇਸ ਨਾਲ ਸੂਬੇ ਨੂੰ ਸਸਤੀ ਬਿਜਲੀ ਮਿਲੇਗੀ ਅਤੇ ਲੋਕਾਂ ਨੂੰ ਵੱਡਾ ਫਾਇਦਾ ਹੋਵੇਗਾ। ਉਨ੍ਹਾਂ ਕਿਹਾ ਕਿ ਮੁੱਖ ਮੰਤਰੀ ਭਗਵੰਤ ਮਾਨ ਦੀ ਅਗਵਾਈ ਵਿੱਚ ਸਰਕਾਰ ਲੋਕ ਹਿੱਤ ਵਿੱਚ ਫੈਸਲੇ ਲੈ ਰਹੀ ਹੈ। <box>48 271 236 303</box>
divider <box>248 362 698 363</box>
photo-writers <box>708 88 941 198</box>
headline-thermal: ਆਪ ਸਰਕਾਰ ਵੱਲੋਂ ਗੌਰਿਵਦਾਲ ਸਾਹਿਬ ਦਾ ਥਰਮਲ ਪਲਾਂਟ ਖਰੀਦਣਾ ਸਰਕਾਰ ਦੀ ਸਭ ਤੋਂ ਵੱਡੀ ਪ੍ਰਾਪਤੀ : ਜਗਜੀਤ ਸਿੰਘ ਸ੍ਰੋਸ਼ਟ ਵਾਲਾ <box>4 236 221 257</box>
article-camp: ਕਾਹਨੂੰਵਾਨ 12 ਜਨਵਰੀ (ਹਰਜਸ਼ਨ) ਡਿਪਟੀ ਕਮਿਸ਼ਨਰ ਦੇ ਦਿਸ਼ਾ ਨਿਰਦੇਸ਼ਾਂ ਅਨੁਸਾਰ ਮਿਸ਼ਨ ਅਬਾਦ ਤਹਿਤ 16 ਜਨਵਰੀ ਨੂੰ ਪਿੰਡ ਸਲੇਰਪੁਰ ਵਿਖੇ ਵਿਸ਼ੇਸ਼ ਕੈਂਪ ਲਗਾਇਆ ਜਾਵੇਗਾ ਜਿਸ ਵਿੱਚ ਵੱਖ-ਵੱਖ ਵਿਭਾਗਾਂ ਦੇ ਅਧਿਕਾਰੀ ਲੋਕਾਂ ਦੀਆਂ ਸਮੱਸਿਆਵਾਂ ਸੁਣਨਗੇ ਅਤੇ ਮੌਕੇ 'ਤੇ ਹੱਲ ਕਰਨਗੇ। <box>248 891 356 931</box>
photo-youth-day <box>384 438 698 560</box>
headline-mla-1: ਆਮ ਲੋਕਾਂ ਦੀ ਸੇਵਾ ਕਰਨਾ ਆਪ ਸਰਕਾਰ ਦਾ <box>626 1189 860 1205</box>
photo-dharna <box>354 166 698 316</box>
article-youth-day: ਬਿਲਾਸਪੁਰ 12 ਜਨਵਰੀ (ਨਰਿੰਦਰ ਸਿੰਘ) ਸ੍ਰੀ ਦਸਮੇਸ਼ ਸਕੂਲ ਬਿਲਾਸਪੁਰ ਵਿਖੇ ਸਵਾਮੀ ਵਿਵੇਕਾਨੰਦ ਦੇ ਜਨਮ ਦਿਨ ਨੂੰ ਸਮਰਪਿਤ ਰਾਸ਼ਟਰੀ ਯੁਵਾ ਦਿਵਸ ਮਨਾਇਆ ਗਿਆ। ਇਸ ਮੌਕੇ ਵਿਦਿਆਰਥੀਆਂ ਵੱਲੋਂ ਭਾਸ਼ਣ, ਕਵਿਤਾ ਅਤੇ ਪੋਸਟਰ ਮੇਕਿੰਗ ਮੁਕਾਬਲੇ ਕਰਵਾਏ ਗਏ। ਪ੍ਰਿੰਸੀਪਲ ਨੇ ਬੱਚਿਆਂ ਨੂੰ ਸਵਾਮੀ ਜੀ ਦੇ ਜੀਵਨ ਤੋਂ ਪ੍ਰੇਰਨਾ ਲੈਣ ਲਈ ਕਿਹਾ। <box>248 391 320 473</box>
headline-harkrishan: ਸ੍ਰੀ ਗੁਰੂ ਹਰਕ੍ਰਿਸ਼ਨ ਪਬਲਿਕ ਸੀਨੀਅਰ ਸੈਕੰਡਰੀ ਸਕੂਲ ਵਿੱਚ ਲੋਹੜੀ ਦਾ ਤਿਉਹਾਰ ਮਨਾਇਆ <box>16 476 224 505</box>
article-daughters-lohri-tail: ਬੱਲੋ 12 ਜਨਵਰੀ (ਗੁਰਪ੍ਰੀਤ ਸਿੰਘ) ਸਵ ਗੁਰਬਚਨ ਸਿੰਘ ਸੇਵਾ ਸੰਮਤੀ ਸੁਸਾਇਟੀ ਵੱਲੋਂ ਪਿੰਡ ਵਿੱਚ 17 ਨਵ ਜਨਮੀਆਂ ਧੀਆਂ ਦੀ ਲੋਹੜੀ ਮਨਾਈ ਗਈ। ਇਸ ਮੌਕੇ ਧੀਆਂ ਦੇ ਮਾਪਿਆਂ ਨੂੰ ਸਨਮਾਨਿਤ ਕੀਤਾ ਗਿਆ ਅਤੇ ਧੀਆਂ ਨੂੰ ਤੋਹਫ਼ੇ ਦਿੱਤੇ ਗਏ। ਸੁਸਾਇਟੀ ਦੇ ਪ੍ਰਧਾਨ ਨੇ ਕਿਹਾ ਕਿ ਧੀਆਂ ਪੁੱਤਰਾਂ ਤੋਂ ਘੱਟ ਨਹੀਂ ਹਨ। <box>474 857 698 880</box>
article-dharna-col4: ਖਰੜ 12 ਜਨਵਰੀ (ਗਗਨਦੀਪ ਸਿੰਘ) ਨਗਰ ਕੌਂਸਲ ਖਰੜ ਦੇ ਕਰਮਚਾਰੀਆਂ ਨੂੰ ਤਨਖਾਹ ਨਾਲ ਮਿਲਣ ਦੇ ਰੋਸ ਵਜੋਂ ਮਿਊਂਸੀਪਲ ਇੰਪਲਾਈਜ਼ ਵੈਲਫੇਅਰ ਐਸੋਸੀਏਸ਼ਨ ਵੱਲੋਂ ਨਗਰ ਕੌਂਸਲ ਦਫ਼ਤਰ ਅੱਗੇ ਧਰਨਾ ਦਿੱਤਾ ਗਿਆ। ਐਸੋਸੀਏਸ਼ਨ ਦੇ ਪ੍ਰਧਾਨ ਨੇ <box>546 137 698 160</box>
article-gender-col3: ਫਤਿਹਗੜ੍ਹ 12 ਜਨਵਰੀ (ਗੁਰਪ੍ਰੀਤ ਸਿੰਘ) ਸਿਹਤ ਵਿਭਾਗ ਵੱਲੋਂ ਧੀਆਂ ਦੀ ਲੋਹੜੀ ਮਨਾਈ ਗਈ ਜਿਸ ਵਿੱਚ ਮੁੱਖ ਮਹਿਮਾਨ ਵਜੋਂ ਪਹੁੰਚੇ ਦਲਜੀਤ ਸਿੰਘ ਢੀਂਗਾ ਨੇ ਕਿਹਾ ਕਿ ਸਮਾਜ ਵਿੱਚੋਂ ਲਿੰਗ ਅਸਮਾਨਤਾ ਨੂੰ ਖਤਮ ਕਰਨ ਲਈ ਸਾਨੂੰ ਸਭ ਨੂੰ ਮਿਲ ਕੇ ਯਤਨ ਕਰਨੇ ਚਾਹੀਦੇ ਹਨ। ਉਨ੍ਹਾਂ ਕਿਹਾ ਕਿ ਧੀਆਂ ਹਰ ਖੇਤਰ ਵਿੱਚ ਅੱਗੇ ਵਧ ਰਹੀਆਂ ਹਨ। <box>754 993 941 1025</box>
headline-mla-2: ਮੁੱਖ ਮੰਤਵ : ਵਿਧਾਇਕ ਡਾ. ਚਰਨਜੀਤ ਸਿੰਘ <box>626 1209 854 1225</box>
photo-daughters-lohri <box>588 648 698 740</box>
dateline: ਸ਼ਨਿੱਚਰਵਾਰ, 13 ਜਨਵਰੀ 2024 <box>86 8 556 30</box>
headline-main-1: ਤਨਖਾਹਾਂ ਨਾ ਮਿਲਨ ਦੇ ਰੋਸ ਵਜੋਂ ਮਿਊਂਸੀਪਲ <box>278 54 668 83</box>
divider <box>248 850 698 851</box>
article-hemkunt: ਕੋਟ ਈਸੇ ਖਾਂ 12 ਜਨਵਰੀ (ਤਾਰੀ) ਸ੍ਰੀ ਹੇਮਕੁੰਟ ਸੀਨੀਅਰ ਸੈਕੰਡਰੀ ਸਕੂਲ ਕੋਟ ਈਸੇ ਖਾਂ ਦੇ ਵਿਹੜੇ ਵਿੱਚ ਧਿਆਨ ਦਾ ਕੇਂਦਰ ਬਣਿਆ ਤਿਉਹਾਰ ਲੋਹੜੀ ਦਾ ਤਿਉਹਾਰ ਮਨਾਇਆ ਗਿਆ। ਲੋਹੜੀ ਦਾ ਤਿਉਹਾਰ ਮਾਘੀ ਤੋਂ ਇੱਕ ਦਿਨ ਪਹਿਲਾਂ ਬੜ੍ਹੇ ਉਤਸ਼ਾਹ ਨਾਲ ਮਨਾਇਆ ਜਾਂਦਾ ਹੈ। ਲੋਹੜੀ ਦਾ ਤਿਉਹਾਰ ਵਿਸ਼ੇਸ਼ ਮਹੱਤਵ ਰੱਖਦਾ ਹੈ। ਇਸ ਸਮੇਂ ਅਧਿਆਪਕਾਂ ਦੁਆਰਾ ਸਕੂਲ ਵਿਖੇ ਲੋਹੜੀ ਦੇ ਗੀਤ ਗਾਏ ਗਏ ਅਤੇ ਬੱਚਿਆਂ ਨੂੰ ਲੋਹੜੀ ਦੇ ਮਹੱਤਵ ਬਾਰੇ ਦੱਸਿਆ ਗਿਆ। ਸਕੂਲ ਦੀ ਪ੍ਰਿੰਸੀਪਲ ਮੈਡਮ ਨੇ ਸਾਰਿਆਂ ਨੂੰ ਲੋਹੜੀ ਦੀਆਂ ਵਧਾਈਆਂ ਦਿੱਤੀਆਂ। <box>4 129 236 169</box>
headline-dd-punjabi: ਡੀਡੀ ਪੰਜਾਬੀ 'ਤੇ ਦਿਖਾਇਆ ਜਾਵੇਗਾ ਨਵਾਂ ਲੜੀਵਾਰ ਫੌਜੀ ਚਾਚੇ ਦਾ ਪੀਜ਼ੀ <box>4 1188 333 1227</box>
portrait-jagjit <box>4 270 44 320</box>
divider <box>708 646 941 647</box>
article-bela-college: ਸ੍ਰੀ ਚਮਕੌਰ ਸਾਹਿਬ 12 ਜਨਵਰੀ (ਮੰਗਲ) ਅਮਰ ਸ਼ਹੀਦ ਬਾਬਾ ਅਜੀਤ ਸਿੰਘ ਜੁਝਾਰ ਸਿੰਘ ਮੈਮੋਰੀਅਲ ਕਾਲਜ ਬੇਲਾ ਵਿਖੇ ਲੋਹੜੀ ਦਾ ਤਿਉਹਾਰ ਬੜੇ ਉਤਸ਼ਾਹ ਨਾਲ ਮਨਾਇਆ ਗਿਆ। ਇਸ ਮੌਕੇ ਵਿਦਿਆਰਥੀਆਂ ਨੇ ਗਿੱਧਾ ਅਤੇ ਭੰਗੜਾ ਪੇਸ਼ ਕੀਤਾ। <box>708 797 941 812</box>
photo-dd-punjabi <box>4 1278 116 1388</box>
masthead <box>0 0 945 44</box>
photo-honor <box>356 1206 618 1322</box>
article-thermal-continued: ਜੰਡਿਆਲਾ 12 ਜਨਵਰੀ (ਸਤਵਿੰਦਰ ਸਿੰਘ) ਆਮ ਆਦਮੀ ਪਾਰਟੀ ਦੇ ਸੀਨੀਅਰ ਆਗੂ ਨੇ ਕਿਹਾ ਕਿ ਪੰਜਾਬ ਸਰਕਾਰ ਵੱਲੋਂ ਗੋਇੰਦਵਾਲ ਸਾਹਿਬ ਦਾ ਥਰਮਲ ਪਲਾਂਟ ਖਰੀਦਣਾ ਇੱਕ ਇਤਿਹਾਸਕ ਫੈਸਲਾ ਹੈ। ਇਸ ਨਾਲ ਸੂਬੇ ਨੂੰ ਸਸਤੀ ਬਿਜਲੀ ਮਿਲੇਗੀ ਅਤੇ ਲੋਕਾਂ ਨੂੰ ਵੱਡਾ ਫਾਇਦਾ ਹੋਵੇਗਾ। ਉਨ੍ਹਾਂ ਕਿਹਾ ਕਿ ਮੁੱਖ ਮੰਤਰੀ ਭਗਵੰਤ ਮਾਨ ਦੀ ਅਗਵਾਈ ਵਿੱਚ ਸਰਕਾਰ ਲੋਕ ਹਿੱਤ ਵਿੱਚ ਫੈਸਲੇ ਲੈ ਰਹੀ ਹੈ। <box>4 329 236 361</box>
